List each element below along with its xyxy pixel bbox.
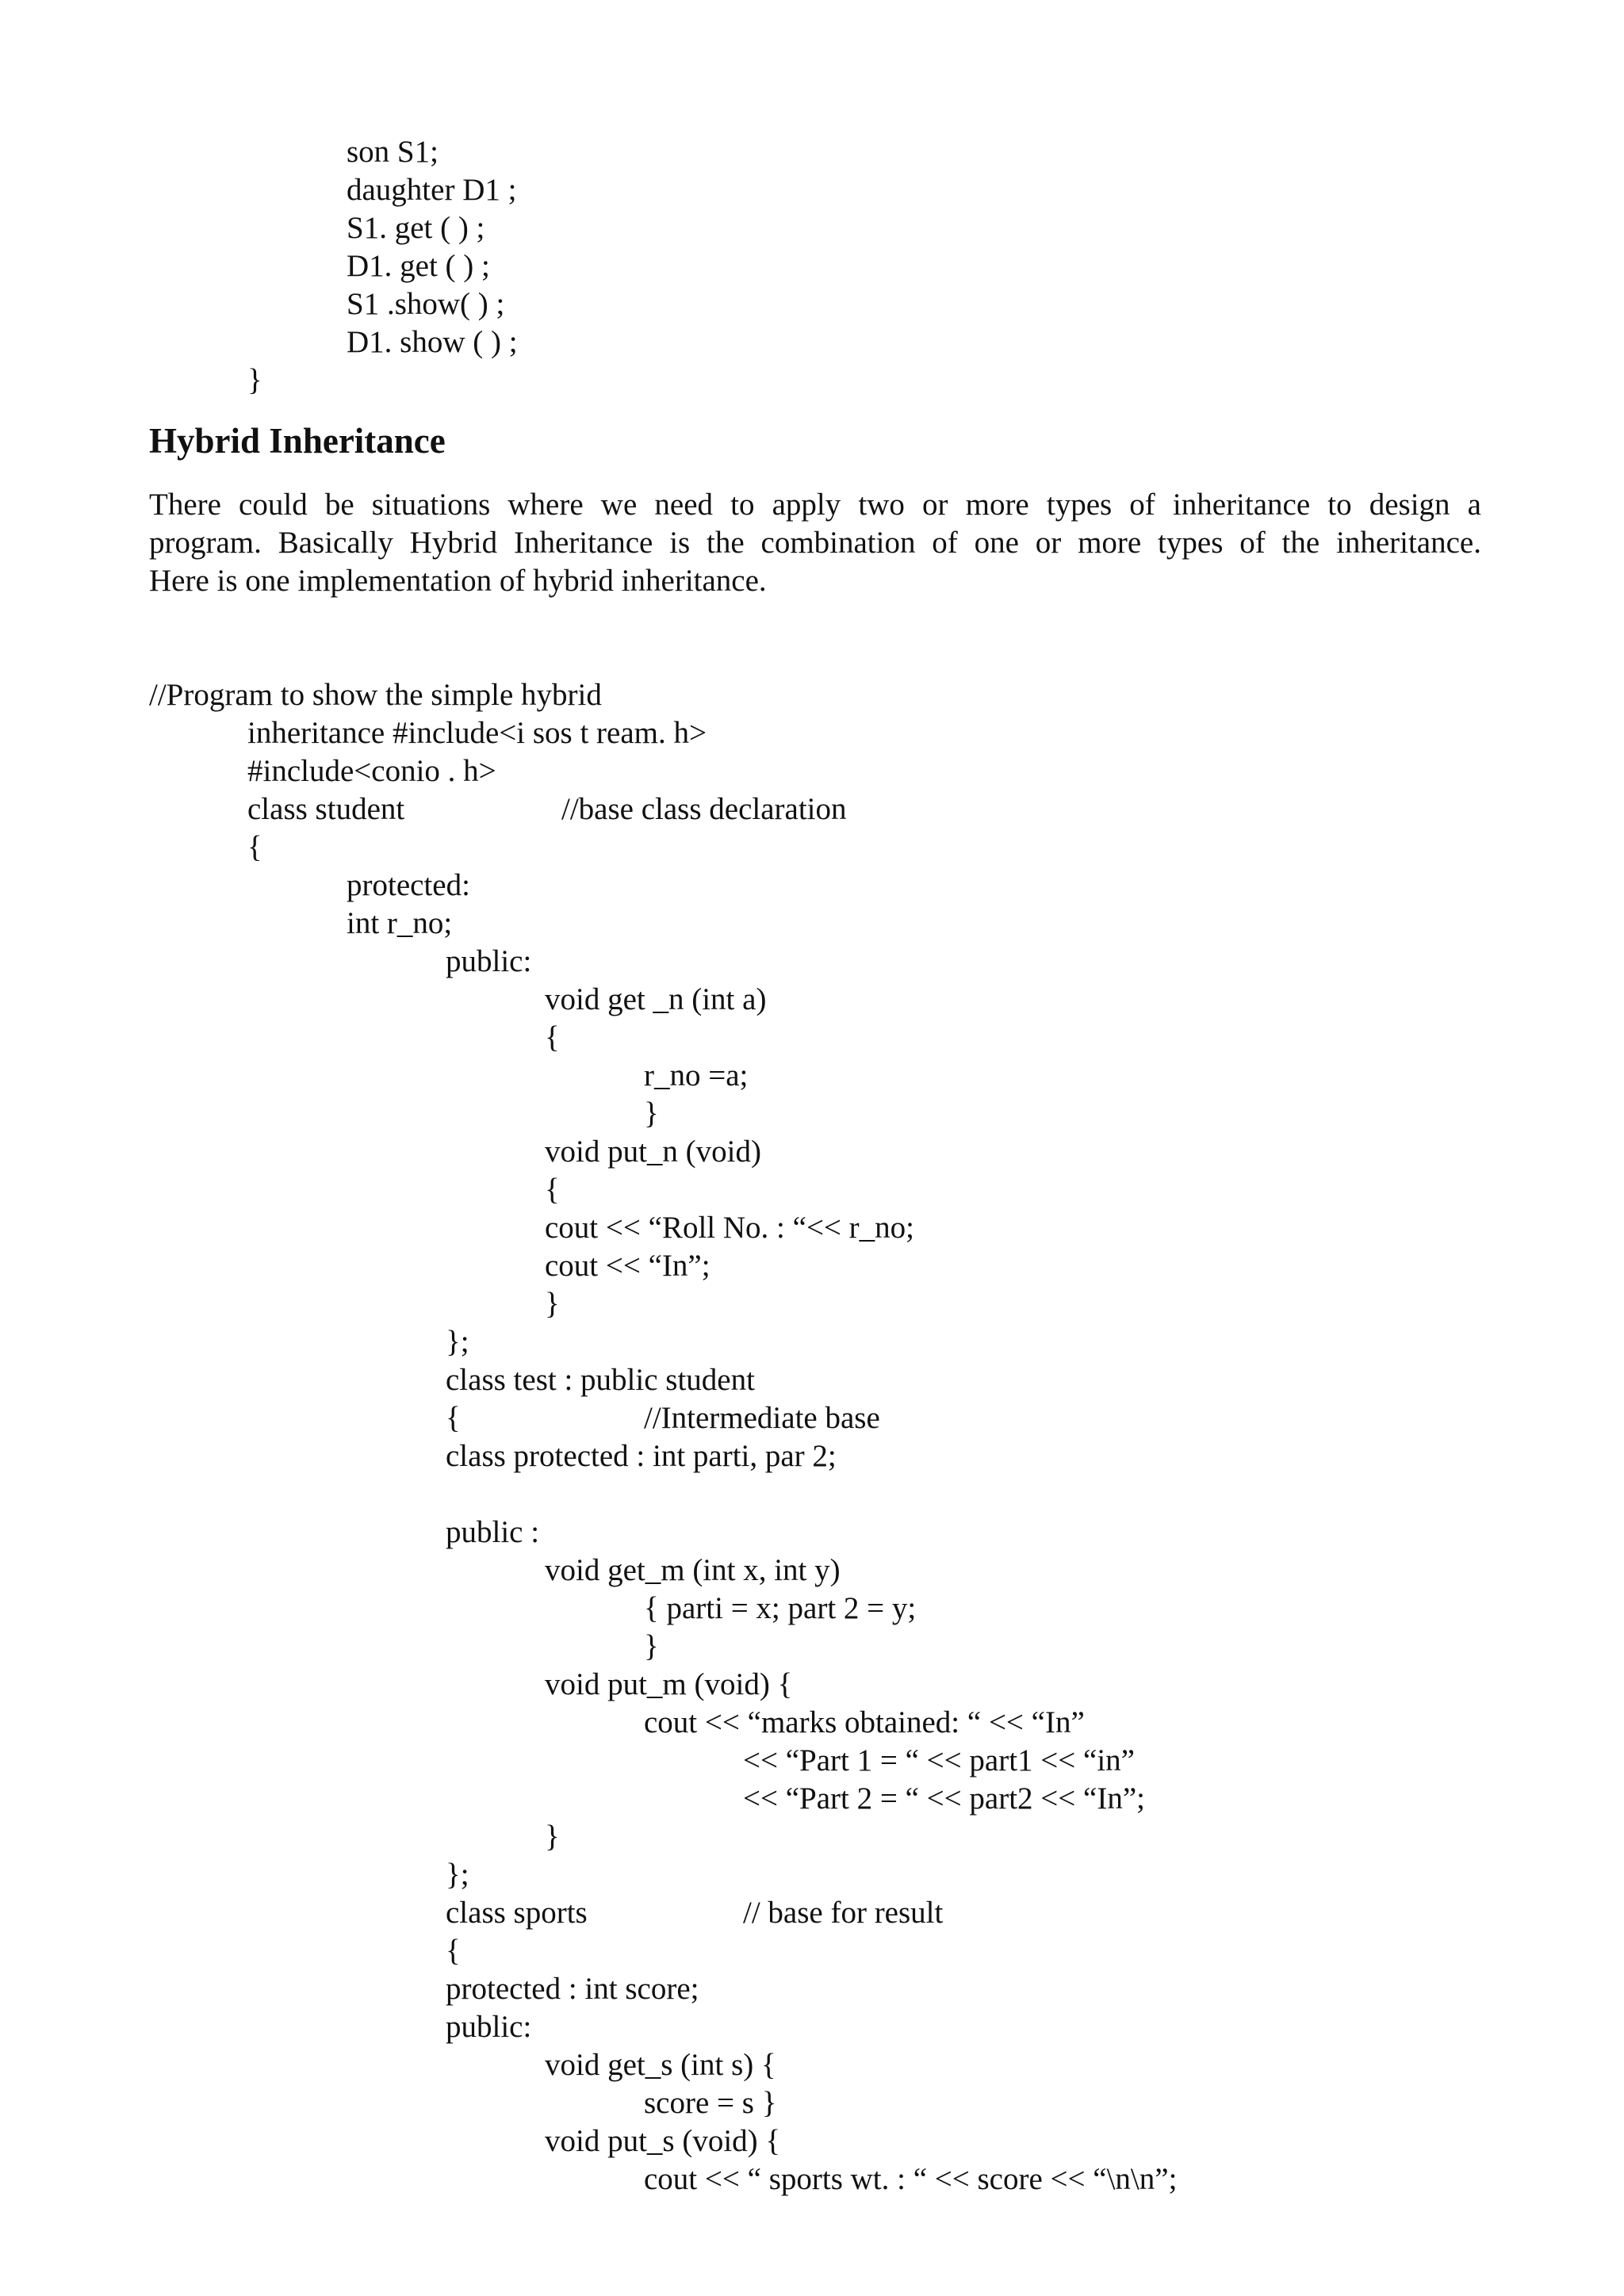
- code-line: {: [545, 1020, 560, 1054]
- code-line: cout << “In”;: [545, 1249, 710, 1283]
- code-line: S1 .show( ) ;: [347, 287, 505, 321]
- code-comment: //Intermediate base: [644, 1401, 880, 1435]
- code-line: S1. get ( ) ;: [347, 211, 485, 245]
- code-line: class test : public student: [446, 1363, 755, 1397]
- code-line: cout << “Roll No. : “<< r_no;: [545, 1211, 915, 1245]
- code-line: class student: [247, 792, 405, 826]
- code-line: }: [545, 1820, 560, 1854]
- code-line: score = s }: [644, 2086, 777, 2120]
- code-line: D1. get ( ) ;: [347, 249, 490, 283]
- code-line: //Program to show the simple hybrid: [149, 678, 602, 712]
- code-line: class sports: [446, 1896, 588, 1930]
- code-line: };: [446, 1325, 469, 1359]
- code-line: cout << “marks obtained: “ << “In”: [644, 1705, 1085, 1739]
- code-line: }: [247, 363, 262, 397]
- code-line: r_no =a;: [644, 1058, 749, 1093]
- code-line: }: [644, 1096, 659, 1131]
- code-line: protected : int score;: [446, 1972, 699, 2006]
- code-line: son S1;: [347, 135, 439, 169]
- code-line: {: [247, 830, 262, 864]
- code-line: << “Part 1 = “ << part1 << “in”: [743, 1743, 1135, 1777]
- code-line: void get_m (int x, int y): [545, 1553, 841, 1587]
- code-line: << “Part 2 = “ << part2 << “In”;: [743, 1781, 1145, 1816]
- code-comment: //base class declaration: [561, 792, 847, 826]
- code-line: public:: [446, 2010, 532, 2044]
- code-line: void get _n (int a): [545, 982, 767, 1016]
- code-line: }: [644, 1629, 659, 1663]
- code-line: void get_s (int s) {: [545, 2048, 776, 2082]
- code-line: };: [446, 1858, 469, 1892]
- code-line: D1. show ( ) ;: [347, 325, 518, 359]
- code-line: int r_no;: [347, 906, 453, 940]
- code-line: #include<conio . h>: [247, 754, 496, 788]
- code-line: public:: [446, 944, 532, 978]
- code-line: cout << “ sports wt. : “ << score << “\n\n”;: [644, 2162, 1178, 2196]
- code-line: {: [446, 1934, 461, 1968]
- code-line: }: [545, 1287, 560, 1321]
- code-line: protected:: [347, 868, 470, 902]
- code-line: {: [446, 1401, 461, 1435]
- paragraph-line: program. Basically Hybrid Inheritance is the combination of one or more types of the inheritance.: [149, 526, 1481, 560]
- code-comment: // base for result: [743, 1896, 944, 1930]
- paragraph-line: Here is one implementation of hybrid inheritance.: [149, 564, 767, 598]
- section-heading: Hybrid Inheritance: [149, 421, 446, 461]
- code-line: {: [545, 1173, 560, 1207]
- paragraph-line: There could be situations where we need to apply two or more types of inheritance to design a: [149, 488, 1481, 522]
- code-line: void put_n (void): [545, 1135, 761, 1169]
- code-line: void put_m (void) {: [545, 1667, 793, 1701]
- code-line: void put_s (void) {: [545, 2124, 781, 2158]
- code-line: inheritance #include<i sos t ream. h>: [247, 716, 707, 750]
- code-line: public :: [446, 1515, 540, 1549]
- code-line: { parti = x; part 2 = y;: [644, 1591, 917, 1625]
- code-line: daughter D1 ;: [347, 173, 517, 207]
- code-line: class protected : int parti, par 2;: [446, 1439, 837, 1473]
